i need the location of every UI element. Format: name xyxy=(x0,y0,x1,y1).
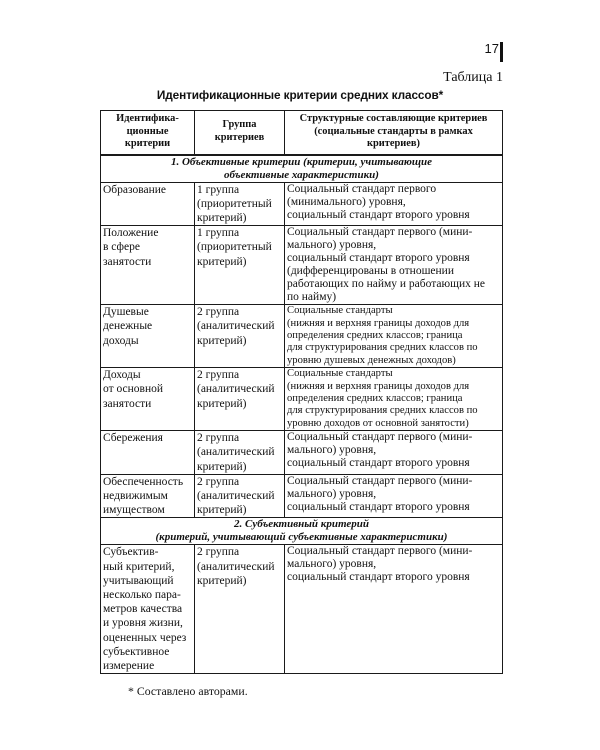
row-criterion: Субъектив- ный критерий, учитывающий несколько пара- метров качества и уровня жизни, оцененных через субъективное измерение xyxy=(101,545,195,674)
row-criterion: Обеспеченность недвижимым имуществом xyxy=(101,474,195,518)
table-title: Идентификационные критерии средних классов* xyxy=(156,88,444,102)
row-standards: Социальные стандарты (нижняя и верхняя границы доходов для определения средних классов; граница для структурирования средних классов по уровню душевых денежных доходов) xyxy=(285,305,503,368)
section-row-subjective xyxy=(101,518,503,545)
table-header-row xyxy=(101,111,503,155)
header-group: Группа критериев xyxy=(195,111,285,155)
row-group: 1 группа (приоритетный критерий) xyxy=(195,226,285,305)
table-row xyxy=(101,305,503,368)
page-number: 17 xyxy=(484,41,499,56)
section-title-subjective: 2. Субъективный критерий (критерий, учитывающий субъективные характеристики) xyxy=(101,518,503,545)
row-standards: Социальный стандарт первого (минимального) уровня, социальный стандарт второго уровня xyxy=(285,182,503,226)
row-criterion: Положение в сфере занятости xyxy=(101,226,195,305)
table-row xyxy=(101,545,503,674)
row-criterion: Образование xyxy=(101,182,195,226)
row-criterion: Доходы от основной занятости xyxy=(101,368,195,431)
row-standards: Социальный стандарт первого (мини- мального) уровня, социальный стандарт второго уровня xyxy=(285,474,503,518)
table-label: Таблица 1 xyxy=(443,70,503,85)
row-group: 2 группа (аналитический критерий) xyxy=(195,431,285,475)
table-row xyxy=(101,474,503,518)
row-group: 2 группа (аналитический критерий) xyxy=(195,368,285,431)
row-group: 2 группа (аналитический критерий) xyxy=(195,305,285,368)
row-standards: Социальные стандарты (нижняя и верхняя границы доходов для определения средних классов; граница для структурирования средних классов по уровню доходов от основной занятости) xyxy=(285,368,503,431)
row-standards: Социальный стандарт первого (мини- мального) уровня, социальный стандарт второго уровня (дифференцированы в отношении работающих по найму и работающих не по найму) xyxy=(285,226,503,305)
row-criterion: Душевые денежные доходы xyxy=(101,305,195,368)
row-criterion: Сбережения xyxy=(101,431,195,475)
header-criteria: Идентифика- ционные критерии xyxy=(101,111,195,155)
row-group: 2 группа (аналитический критерий) xyxy=(195,474,285,518)
header-standards: Структурные составляющие критериев (социальные стандарты в рамках критериев) xyxy=(285,111,503,155)
row-standards: Социальный стандарт первого (мини- мального) уровня, социальный стандарт второго уровня xyxy=(285,545,503,674)
table-row xyxy=(101,368,503,431)
section-row-objective xyxy=(101,155,503,183)
table-row xyxy=(101,182,503,226)
row-group: 1 группа (приоритетный критерий) xyxy=(195,182,285,226)
section-title-objective: 1. Объективные критерии (критерии, учитывающие объективные характеристики) xyxy=(101,155,503,183)
criteria-table xyxy=(100,110,503,674)
footnote: * Составлено авторами. xyxy=(128,684,248,698)
page-number-bar xyxy=(500,42,503,62)
table-row xyxy=(101,226,503,305)
table-row xyxy=(101,431,503,475)
row-group: 2 группа (аналитический критерий) xyxy=(195,545,285,674)
row-standards: Социальный стандарт первого (мини- мального) уровня, социальный стандарт второго уровня xyxy=(285,431,503,475)
